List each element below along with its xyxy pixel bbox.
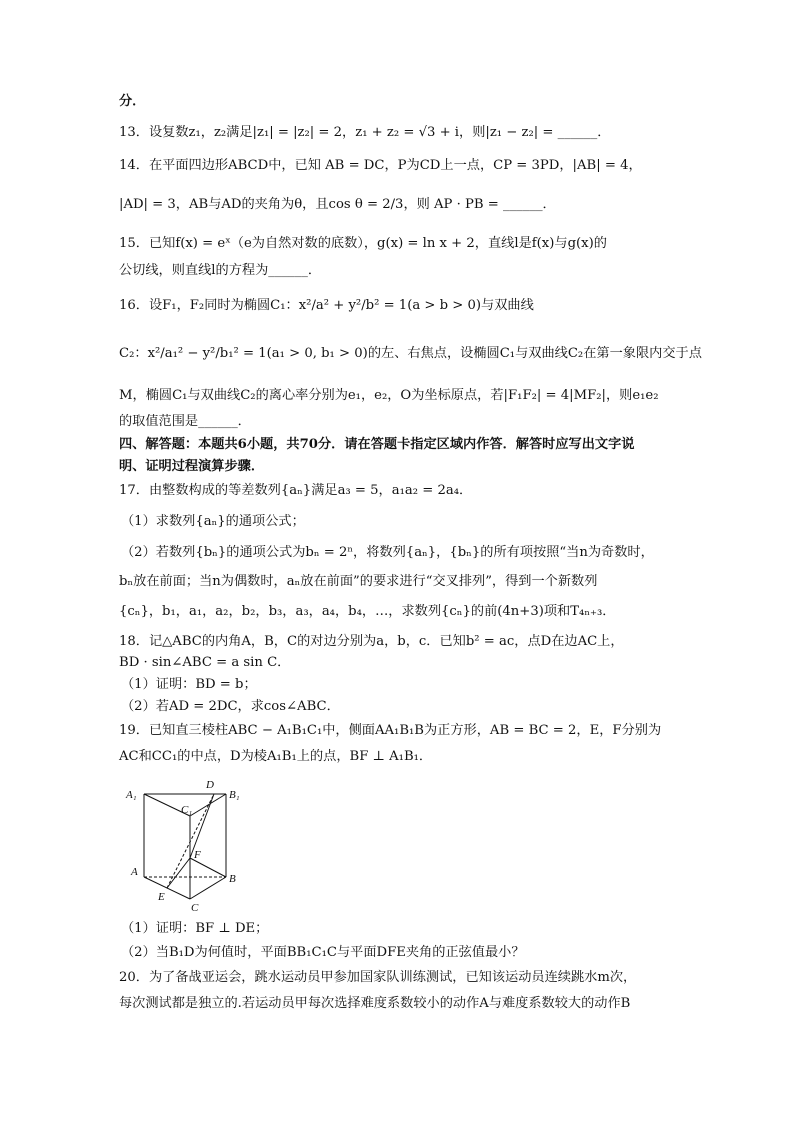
question-18-part-2: （2）若AD = 2DC，求cos∠ABC． <box>121 699 340 714</box>
question-17: 17．由整数构成的等差数列{aₙ}满足a₃ = 5，a₁a₂ = 2a₄． <box>119 483 473 498</box>
label-e: E <box>158 891 165 903</box>
section-4-heading-1: 四、解答题：本题共6小题，共70分．请在答题卡指定区域内作答．解答时应写出文字说 <box>119 437 635 452</box>
question-14-line-1: 14．在平面四边形ABCD中，已知 AB = DC，P为CD上一点，CP = 3PD，|AB| = 4， <box>119 158 642 173</box>
label-b: B <box>229 873 236 885</box>
question-18-line-1: 18．记△ABC的内角A，B，C的对边分别为a，b，c．已知b² = ac，点D在边AC上， <box>119 634 624 649</box>
label-b1: B₁ <box>229 789 240 801</box>
question-19-line-2: AC和CC₁的中点，D为棱A₁B₁上的点，BF ⊥ A₁B₁． <box>119 749 433 764</box>
edge-c-b <box>190 877 226 899</box>
question-18-part-1: （1）证明：BD = b； <box>121 677 257 692</box>
label-a1: A₁ <box>126 789 137 801</box>
label-c: C <box>191 902 199 914</box>
segment-e-f <box>167 858 190 888</box>
question-20-line-2: 每次测试都是独立的.若运动员甲每次选择难度系数较小的动作A与难度系数较大的动作B <box>119 996 631 1011</box>
question-13: 13．设复数z₁，z₂满足|z₁| = |z₂| = 2，z₁ + z₂ = √3 + i，则|z₁ − z₂| = ______． <box>119 125 611 140</box>
question-17-part-2-line-1: （2）若数列{bₙ}的通项公式为bₙ = 2ⁿ，将数列{aₙ}，{bₙ}的所有项按照“当n为奇数时， <box>121 545 654 560</box>
question-17-part-2-line-2: bₙ放在前面；当n为偶数时，aₙ放在前面”的要求进行“交叉排列”，得到一个新数列 <box>119 574 598 589</box>
label-c1: C₁ <box>181 804 193 816</box>
question-15-line-1: 15．已知f(x) = eˣ（e为自然对数的底数），g(x) = ln x + 2，直线l是f(x)与g(x)的 <box>119 236 607 251</box>
question-16-line-2: C₂：x²/a₁² − y²/b₁² = 1(a₁ > 0, b₁ > 0)的左、右焦点，设椭圆C₁与双曲线C₂在第一象限内交于点 <box>119 346 702 361</box>
section-4-heading-2: 明、证明过程演算步骤． <box>119 459 265 474</box>
question-14-line-2: |AD| = 3，AB与AD的夹角为θ，且cos θ = 2/3，则 AP · PB = ______． <box>119 197 556 212</box>
label-d: D <box>206 779 214 791</box>
line-fen: 分． <box>119 94 146 109</box>
question-17-part-1: （1）求数列{aₙ}的通项公式； <box>121 514 305 529</box>
question-17-part-2-line-3: {cₙ}，b₁，a₁，a₂，b₂，b₃，a₃，a₄，b₄，…，求数列{cₙ}的前(4n+3)项和T₄ₙ₊₃． <box>119 604 616 619</box>
question-15-line-2: 公切线，则直线l的方程为______． <box>119 263 322 278</box>
question-19-line-1: 19．已知直三棱柱ABC − A₁B₁C₁中，侧面AA₁B₁B为正方形，AB = BC = 2，E，F分别为 <box>119 723 662 738</box>
question-20-line-1: 20．为了备战亚运会，跳水运动员甲参加国家队训练测试，已知该运动员连续跳水m次， <box>119 970 637 985</box>
question-18-line-2: BD · sin∠ABC = a sin C． <box>119 655 291 670</box>
label-f: F <box>194 849 201 861</box>
question-19-part-2: （2）当B₁D为何值时，平面BB₁C₁C与平面DFE夹角的正弦值最小？ <box>121 945 525 960</box>
question-16-line-1: 16．设F₁，F₂同时为椭圆C₁：x²/a² + y²/b² = 1(a > b > 0)与双曲线 <box>119 298 534 313</box>
prism-figure <box>118 776 248 916</box>
label-a: A <box>131 866 138 878</box>
question-16-line-4: 的取值范围是______． <box>119 414 251 429</box>
question-16-line-3: M，椭圆C₁与双曲线C₂的离心率分别为e₁，e₂，O为坐标原点，若|F₁F₂| = 4|MF₂|，则e₁e₂ <box>119 388 659 403</box>
question-19-part-1: （1）证明：BF ⊥ DE； <box>121 921 269 936</box>
